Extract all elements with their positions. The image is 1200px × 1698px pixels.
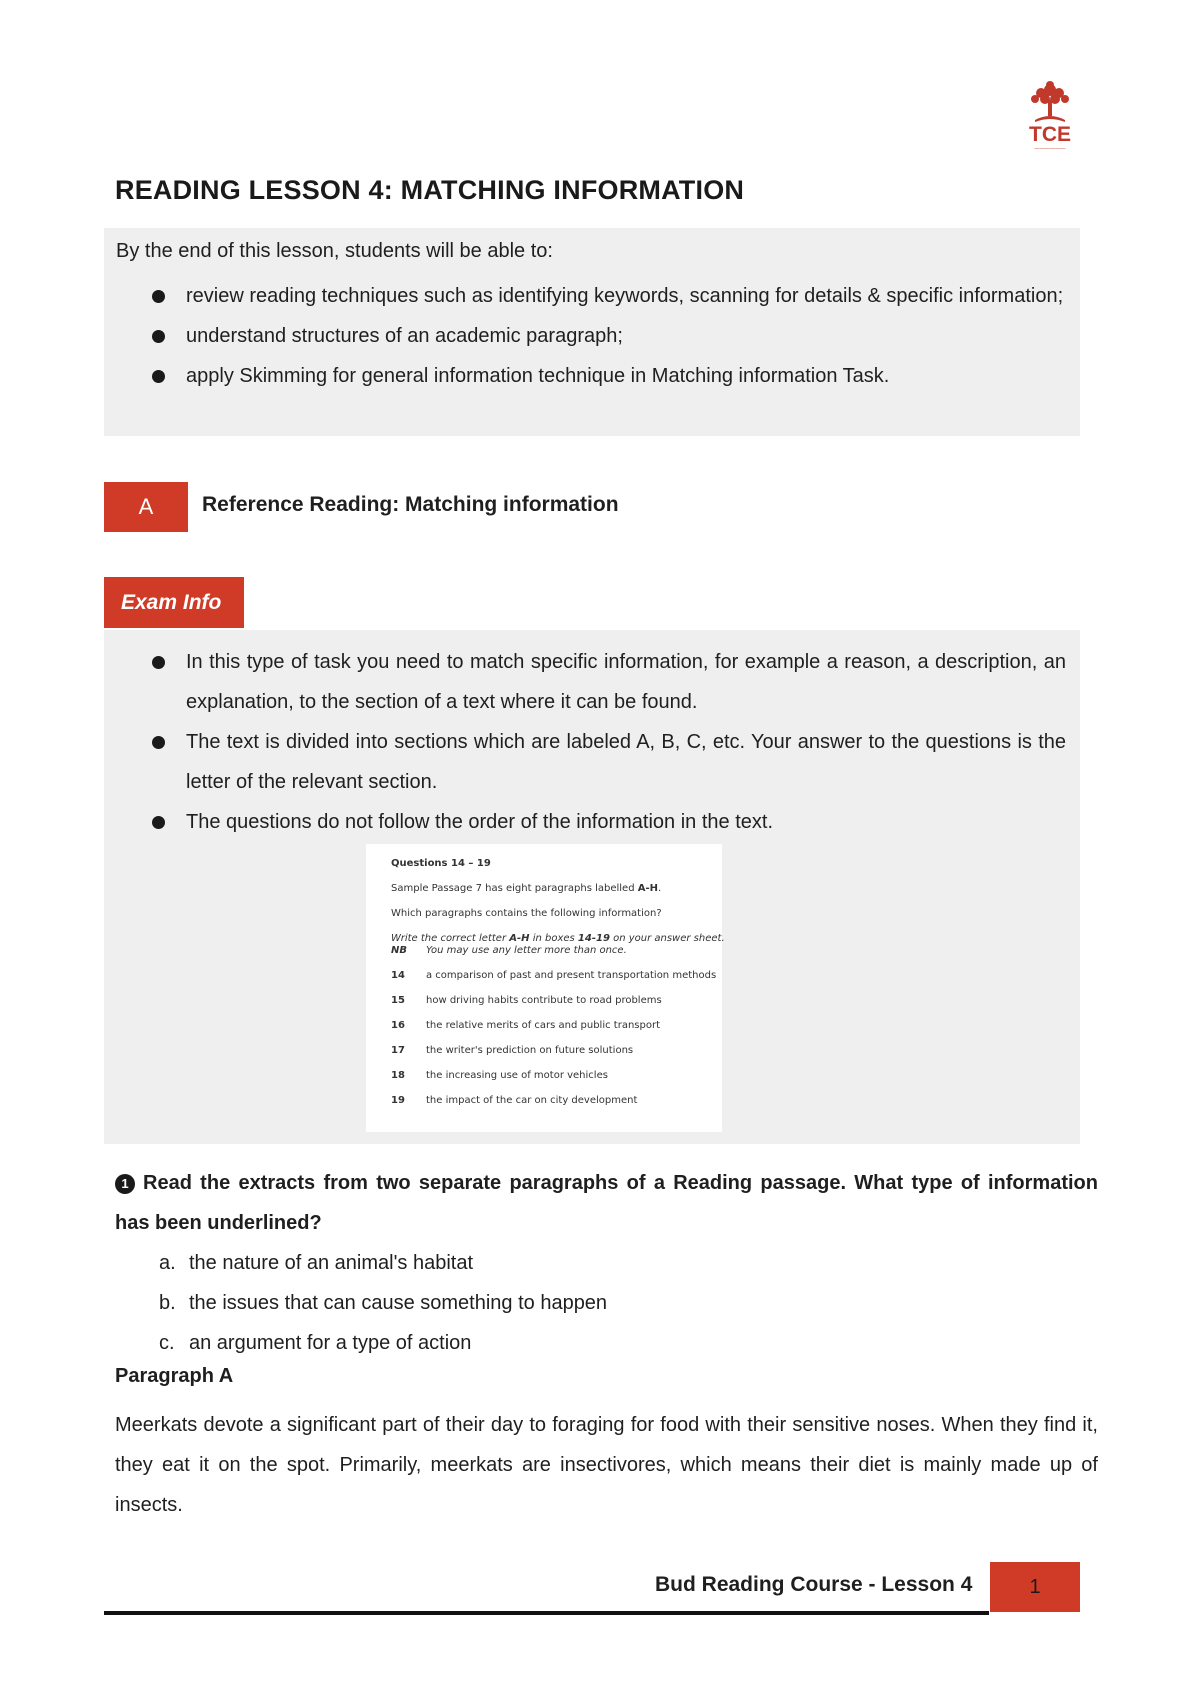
option-letter: b.: [159, 1292, 176, 1314]
bullet-icon: [152, 290, 165, 303]
sample-heading: Questions 14 – 19: [391, 858, 491, 869]
list-item: [115, 1323, 607, 1363]
bullet-icon: [152, 656, 165, 669]
list-item: The questions do not follow the order of the information in the text.: [104, 802, 1066, 842]
list-item: [115, 1243, 607, 1283]
option-text: the nature of an animal's habitat: [189, 1252, 474, 1274]
answer-options: [115, 1243, 607, 1363]
sample-instruction: Write the correct letter A-H in boxes 14-19 on your answer sheet.: [391, 933, 725, 944]
page-number: 1: [990, 1562, 1080, 1612]
page-title: READING LESSON 4: MATCHING INFORMATION: [115, 175, 745, 205]
option-letter: c.: [159, 1332, 175, 1354]
list-item: apply Skimming for general information technique in Matching information Task.: [104, 356, 1066, 396]
sample-questions-image: Questions 14 – 19 Sample Passage 7 has eight paragraphs labelled A-H. Which paragraphs contains the following information? Write the correct letter A-H in boxes 14-19 on your answer sheet. NB You may use any letter more than once. 14 a comparison of past and present transportation methods 15 how driving habits contribute to road problems 16 the relative merits of cars and public transport 17 the writer's prediction on future solutions 18 the increasing use of motor vehicles 19 the impact of the car on city development: [366, 844, 722, 1132]
sample-line: Sample Passage 7 has eight paragraphs labelled A-H.: [391, 883, 662, 894]
footer-divider: [104, 1611, 989, 1615]
option-text: an argument for a type of action: [189, 1332, 472, 1354]
tree-icon: [1025, 80, 1075, 124]
footer-course: Bud Reading Course - Lesson 4: [655, 1573, 973, 1596]
exam-info-list: [104, 642, 1066, 842]
exam-info-tag: Exam Info: [104, 577, 244, 628]
list-item: In this type of task you need to match specific information, for example a reason, a description, an explanation, to the section of a text where it can be found.: [104, 642, 1066, 722]
objectives-panel: [104, 228, 1080, 436]
list-item: review reading techniques such as identifying keywords, scanning for details & specific information;: [104, 276, 1066, 316]
tce-logo: [1010, 80, 1090, 158]
list-item: The text is divided into sections which are labeled A, B, C, etc. Your answer to the questions is the letter of the relevant section.: [104, 722, 1066, 802]
sample-line: Which paragraphs contains the following information?: [391, 908, 662, 919]
list-item: [115, 1283, 607, 1323]
objectives-intro: By the end of this lesson, students will be able to:: [116, 240, 553, 262]
section-title: Reference Reading: Matching information: [202, 493, 619, 516]
logo-text: TCE: [1029, 123, 1071, 146]
paragraph-body: Meerkats devote a significant part of their day to foraging for food with their sensitive noses. When they find it, they eat it on the spot. Primarily, meerkats are insectivores, which means their diet is mainly made up of insects.: [115, 1414, 1098, 1516]
bullet-icon: [152, 330, 165, 343]
option-letter: a.: [159, 1252, 176, 1274]
number-badge: 1: [115, 1174, 135, 1194]
paragraph-heading: Paragraph A: [115, 1365, 234, 1387]
bullet-icon: [152, 816, 165, 829]
objectives-list: [104, 276, 1066, 396]
list-item: understand structures of an academic paragraph;: [104, 316, 1066, 356]
logo-subtitle: ——————: [1034, 146, 1066, 152]
question-1: [115, 1163, 1098, 1243]
option-text: the issues that can cause something to happen: [189, 1292, 608, 1314]
sample-nb: NB You may use any letter more than once.: [391, 945, 627, 956]
exam-info-panel: [104, 630, 1080, 1144]
section-label: A: [104, 482, 188, 532]
bullet-icon: [152, 370, 165, 383]
bullet-icon: [152, 736, 165, 749]
question-text: Read the extracts from two separate paragraphs of a Reading passage. What type of information has been underlined?: [115, 1172, 1098, 1234]
